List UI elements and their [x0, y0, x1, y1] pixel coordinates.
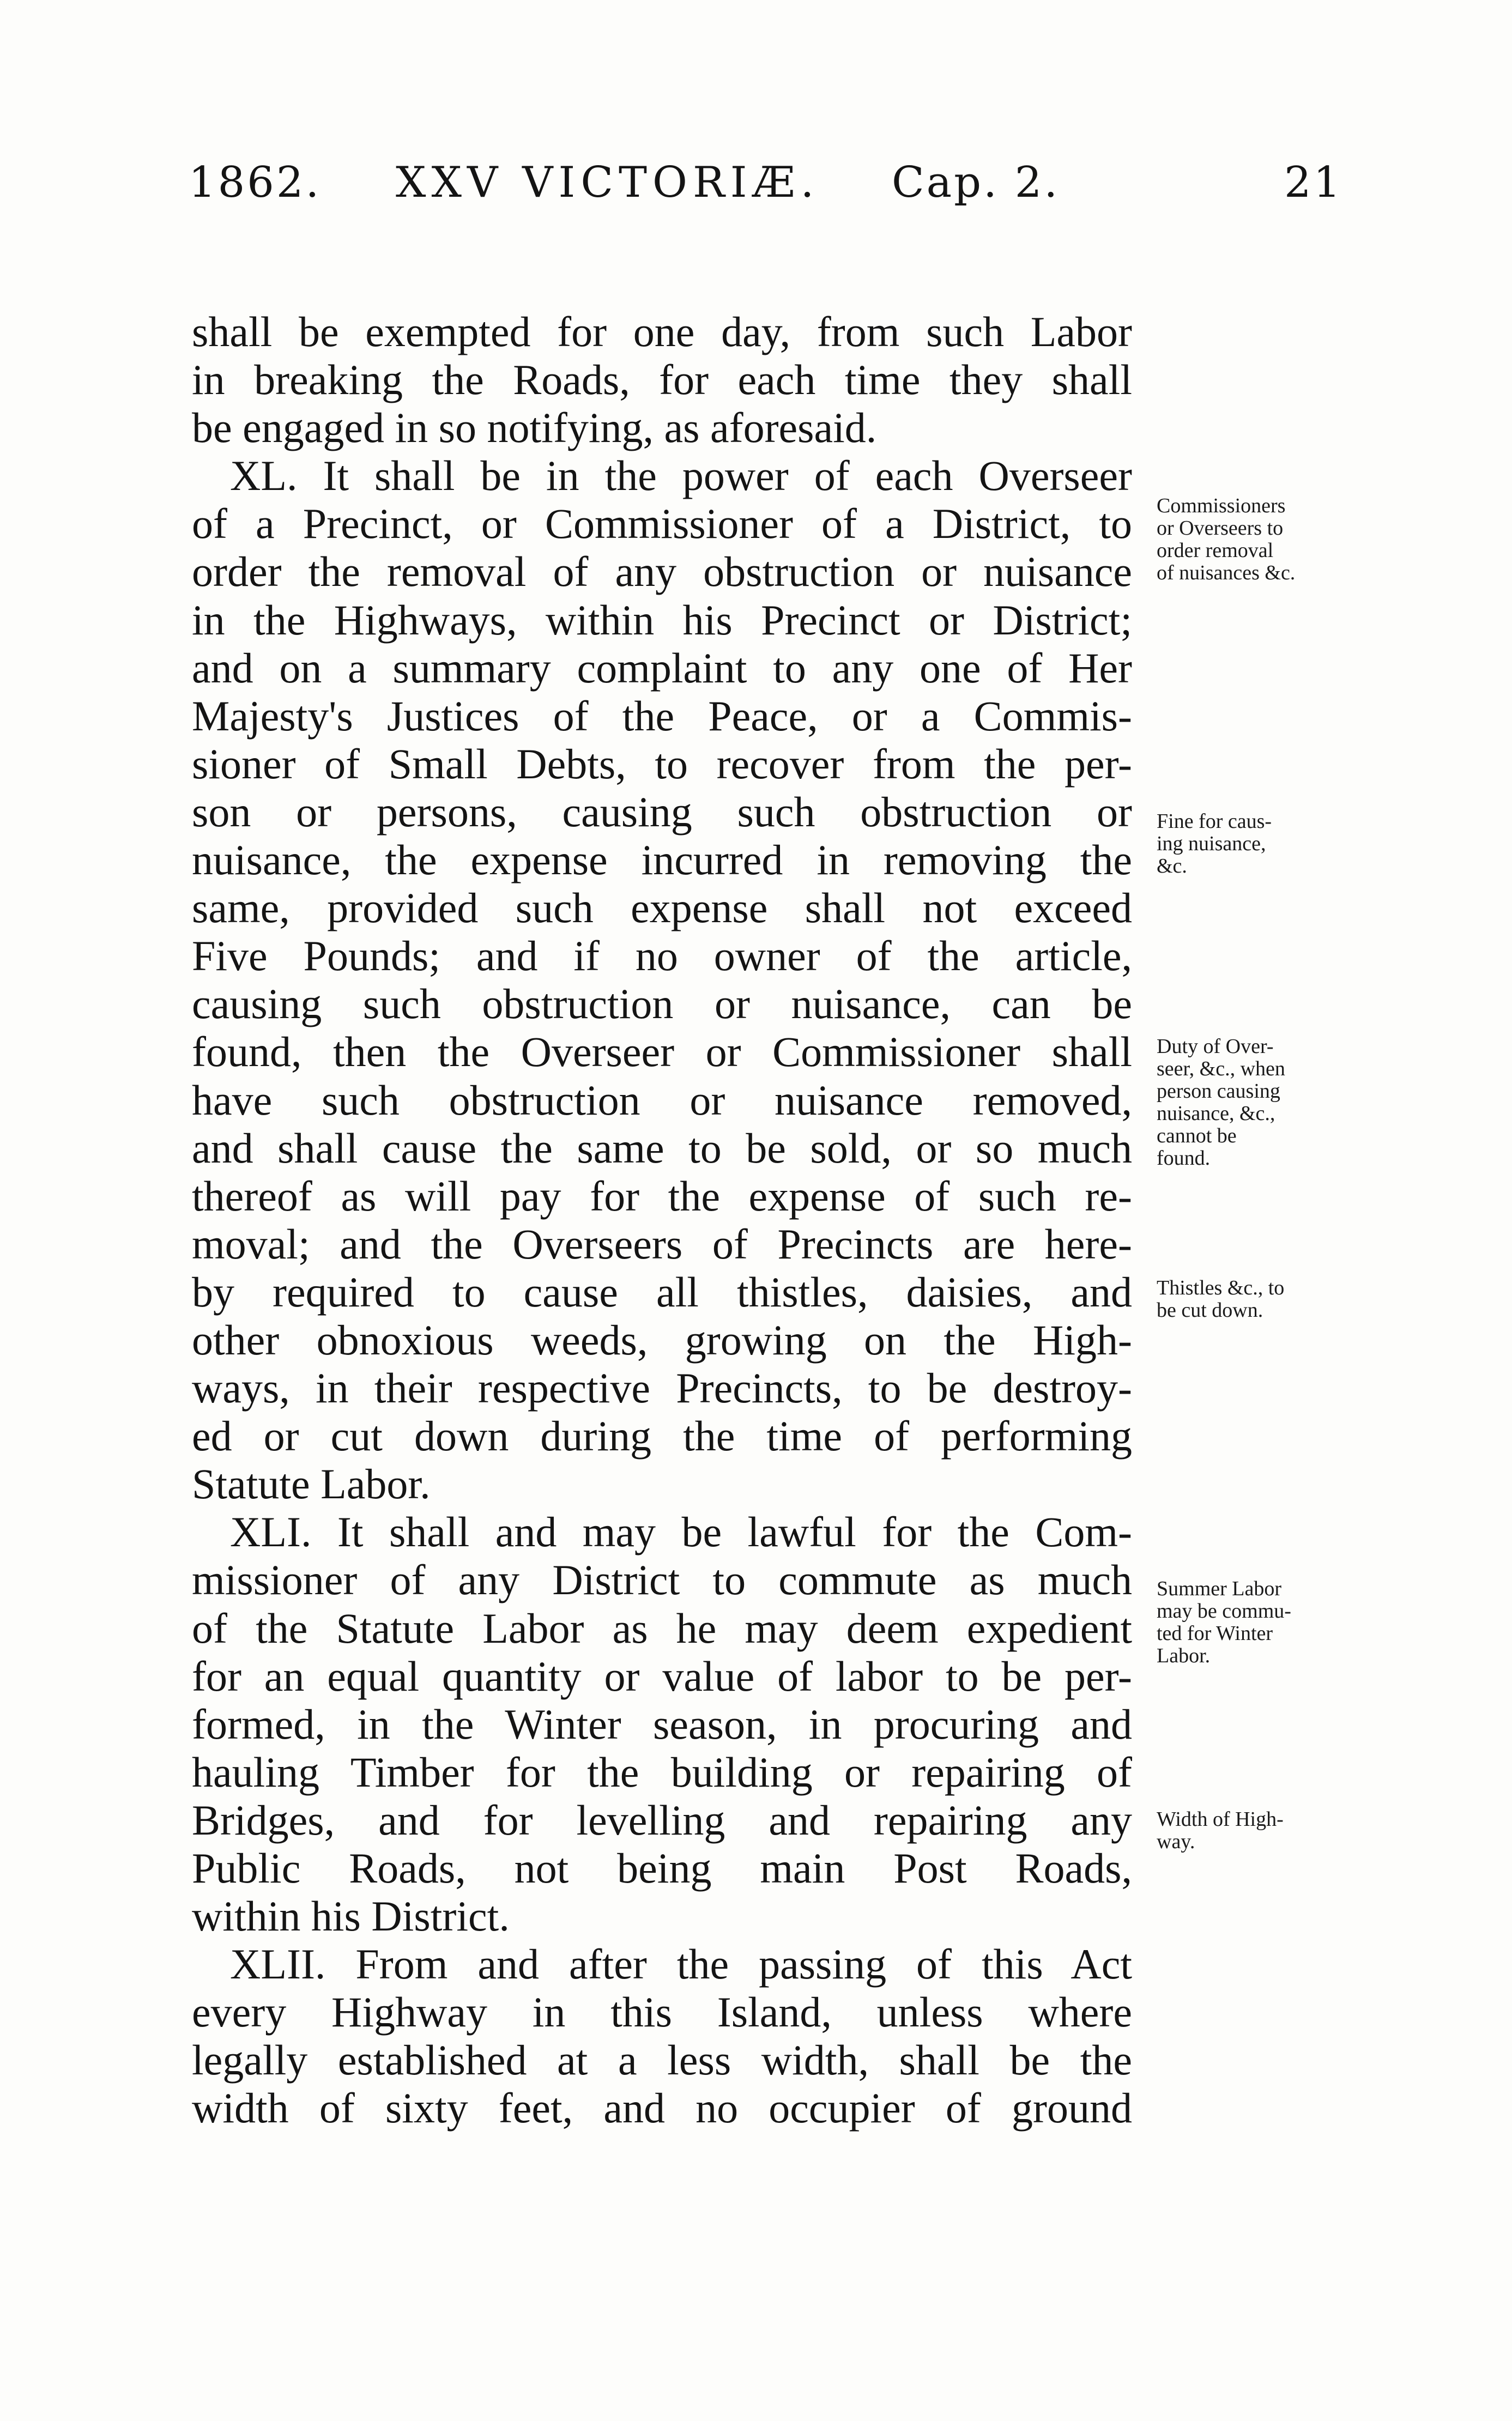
text-line: formed, in the Winter season, in procuring and: [192, 1700, 1132, 1748]
section-xl-heading-line: XL. It shall be in the power of each Overseer: [230, 452, 1132, 500]
margin-note-line: ing nuisance,: [1157, 832, 1266, 855]
text-line: of the Statute Labor as he may deem expedient: [192, 1604, 1132, 1652]
margin-note-line: of nuisances &c.: [1157, 561, 1296, 584]
text-line: moval; and the Overseers of Precincts are here-: [192, 1220, 1132, 1268]
text-line: Majesty's Justices of the Peace, or a Commis-: [192, 692, 1132, 740]
text-line: width of sixty feet, and no occupier of ground: [192, 2084, 1132, 2132]
margin-note-width-of-highway: [1157, 1808, 1396, 1853]
margin-note-duty-of-overseer: [1157, 1036, 1396, 1170]
text-line: causing such obstruction or nuisance, can be: [192, 980, 1132, 1028]
text-line: same, provided such expense shall not exceed: [192, 884, 1132, 932]
text-line: son or persons, causing such obstruction or: [192, 788, 1132, 836]
section-xli-heading-line: XLI. It shall and may be lawful for the Com-: [230, 1508, 1132, 1556]
margin-note-line: Labor.: [1157, 1644, 1211, 1667]
text-line: legally established at a less width, shall be the: [192, 2036, 1132, 2084]
text-line: ways, in their respective Precincts, to be destroy-: [192, 1364, 1132, 1412]
text-line: of a Precinct, or Commissioner of a District, to: [192, 500, 1132, 548]
text-line: missioner of any District to commute as much: [192, 1556, 1132, 1604]
margin-note-line: Duty of Over-: [1157, 1035, 1274, 1058]
text-line: Bridges, and for levelling and repairing any: [192, 1796, 1132, 1844]
margin-note-line: Commissioners: [1157, 494, 1286, 517]
margin-note-line: order removal: [1157, 539, 1274, 562]
text-line: sioner of Small Debts, to recover from the per-: [192, 740, 1132, 788]
text-line: by required to cause all thistles, daisies, and: [192, 1268, 1132, 1316]
margin-note-line: found.: [1157, 1147, 1211, 1170]
margin-note-line: may be commu-: [1157, 1600, 1291, 1623]
margin-note-summer-labor: [1157, 1578, 1396, 1667]
text-line: other obnoxious weeds, growing on the High-: [192, 1316, 1132, 1364]
margin-note-line: Fine for caus-: [1157, 810, 1272, 833]
header-year: 1862.: [189, 158, 322, 207]
margin-note-line: nuisance, &c.,: [1157, 1102, 1275, 1125]
text-line: within his District.: [192, 1892, 510, 1940]
running-header: [189, 158, 1343, 218]
text-line: in breaking the Roads, for each time they shall: [192, 356, 1132, 404]
margin-note-thistles: [1157, 1277, 1396, 1322]
text-line: shall be exempted for one day, from such Labor: [192, 308, 1132, 355]
margin-note-line: Thistles &c., to: [1157, 1276, 1285, 1299]
page-number: 21: [1284, 158, 1343, 207]
text-line: ed or cut down during the time of performing: [192, 1412, 1132, 1460]
margin-note-line: person causing: [1157, 1080, 1280, 1103]
header-chapter: Cap. 2.: [892, 158, 1060, 207]
text-line: be engaged in so notifying, as aforesaid.: [192, 404, 877, 452]
text-line: and shall cause the same to be sold, or so much: [192, 1124, 1132, 1172]
text-line: found, then the Overseer or Commissioner shall: [192, 1028, 1132, 1076]
text-line: for an equal quantity or value of labor to be per-: [192, 1652, 1132, 1700]
text-line: and on a summary complaint to any one of Her: [192, 644, 1132, 692]
margin-note-line: Summer Labor: [1157, 1577, 1282, 1600]
header-title: XXV VICTORIÆ.: [396, 158, 820, 207]
margin-note-line: or Overseers to: [1157, 517, 1284, 540]
text-line: Five Pounds; and if no owner of the article,: [192, 932, 1132, 980]
text-line: Statute Labor.: [192, 1460, 431, 1508]
text-line: have such obstruction or nuisance removed,: [192, 1076, 1132, 1124]
margin-note-removal-of-nuisances: [1157, 495, 1396, 584]
margin-note-line: way.: [1157, 1830, 1195, 1853]
text-line: hauling Timber for the building or repairing of: [192, 1748, 1132, 1796]
text-line: in the Highways, within his Precinct or District;: [192, 596, 1132, 644]
text-line: thereof as will pay for the expense of such re-: [192, 1172, 1132, 1220]
margin-note-line: ted for Winter: [1157, 1622, 1273, 1645]
section-xlii-heading-line: XLII. From and after the passing of this Act: [230, 1940, 1132, 1988]
margin-note-line: Width of High-: [1157, 1808, 1284, 1831]
margin-note-line: cannot be: [1157, 1124, 1237, 1147]
text-line: every Highway in this Island, unless where: [192, 1988, 1132, 2036]
margin-note-line: &c.: [1157, 855, 1187, 877]
margin-note-fine-for-nuisance: [1157, 810, 1396, 877]
margin-note-line: be cut down.: [1157, 1299, 1263, 1322]
text-line: nuisance, the expense incurred in removing the: [192, 836, 1132, 884]
margin-note-line: seer, &c., when: [1157, 1057, 1285, 1080]
text-line: Public Roads, not being main Post Roads,: [192, 1844, 1132, 1892]
text-line: order the removal of any obstruction or nuisance: [192, 548, 1132, 596]
statute-text: [192, 308, 1132, 2133]
